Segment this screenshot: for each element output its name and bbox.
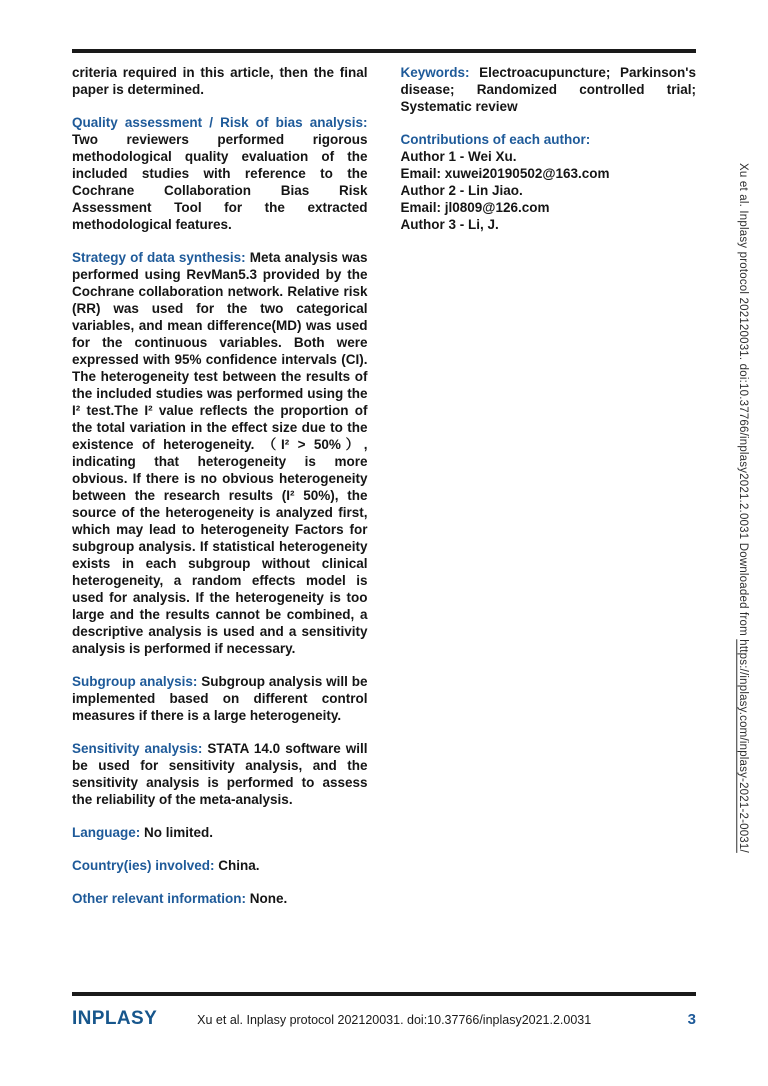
section-language xyxy=(72,824,368,841)
section-body: STATA 14.0 software will be used for sensitivity analysis, and the sensitivity analysis is performed to assess the reliability of the meta-analysis. xyxy=(72,741,368,807)
section-label: Subgroup analysis: xyxy=(72,674,198,689)
section-body: Electroacupuncture; Parkinson's disease; Randomized controlled trial; Systematic review xyxy=(400,65,696,114)
footer-citation: Xu et al. Inplasy protocol 202120031. doi:10.37766/inplasy2021.2.0031 xyxy=(197,1013,592,1027)
section-keywords xyxy=(401,64,697,115)
author-line: Author 1 - Wei Xu. xyxy=(400,149,517,164)
page-content xyxy=(72,64,696,923)
section-body: Two reviewers performed rigorous methodological quality evaluation of the included studies with reference to the Cochrane Collaboration Bias Risk Assessment Tool for the extracted methodological features. xyxy=(72,132,368,232)
page-number: 3 xyxy=(687,1011,696,1028)
section-subgroup-analysis xyxy=(72,673,368,724)
paragraph-intro-continuation xyxy=(72,64,368,98)
section-label: Other relevant information: xyxy=(72,891,247,906)
section-other-relevant-information xyxy=(72,890,368,907)
section-strategy-of-data-synthesis xyxy=(72,249,368,657)
author-email-line: Email: xuwei20190502@163.com xyxy=(400,166,610,181)
section-countries-involved xyxy=(72,857,368,874)
author-email-line: Email: jl0809@126.com xyxy=(400,200,550,215)
section-sensitivity-analysis xyxy=(72,740,368,808)
paragraph-text: criteria required in this article, then the final paper is determined. xyxy=(72,65,368,97)
section-label: Sensitivity analysis: xyxy=(72,741,203,756)
section-contributions xyxy=(401,131,697,233)
section-body: China. xyxy=(218,858,260,873)
top-rule xyxy=(72,49,696,53)
sidebar-download-link[interactable]: https://inplasy.com/inplasy-2021-2-0031/ xyxy=(737,639,749,853)
section-label: Country(ies) involved: xyxy=(72,858,215,873)
footer-rule xyxy=(72,992,696,996)
section-label: Quality assessment / Risk of bias analysis: xyxy=(72,115,368,130)
section-label: Strategy of data synthesis: xyxy=(72,250,246,265)
section-quality-assessment xyxy=(72,114,368,233)
section-body: Meta analysis was performed using RevMan5.3 provided by the Cochrane collaboration network. Relative risk (RR) was used for the two categorical variables, and mean difference(MD) was used for the continuous variables. Both were expressed with 95% confidence intervals (CI). The heterogeneity test between the results of the included studies was performed using the I² test.The I² value reflects the proportion of the total variation in the effect size due to the existence of heterogeneity. （I² > 50%）, indicating that heterogeneity is more obvious. If there is no obvious heterogeneity between the research results (I² 50%), the source of the heterogeneity is analyzed first, which may lead to heterogeneity Factors for subgroup analysis. If statistical heterogeneity exists in each subgroup without clinical heterogeneity, a random effects model is used for analysis. If the heterogeneity is too large and the results cannot be combined, a descriptive analysis is used and a sensitivity analysis is performed if necessary. xyxy=(72,250,368,656)
right-column xyxy=(401,64,697,923)
author-line: Author 2 - Lin Jiao. xyxy=(400,183,523,198)
sidebar-citation-vertical xyxy=(736,163,750,1043)
author-line: Author 3 - Li, J. xyxy=(400,217,499,232)
section-label: Keywords: xyxy=(400,65,470,80)
left-column xyxy=(72,64,368,923)
section-label: Language: xyxy=(72,825,141,840)
section-body: No limited. xyxy=(144,825,214,840)
sidebar-citation-text: Xu et al. Inplasy protocol 202120031. doi:10.37766/inplasy2021.2.0031 Downloaded from xyxy=(737,163,749,640)
section-body: None. xyxy=(249,891,288,906)
footer xyxy=(72,1008,696,1030)
section-body: Subgroup analysis will be implemented based on different control measures if there is a large heterogeneity. xyxy=(72,674,368,723)
section-label: Contributions of each author: xyxy=(400,132,591,147)
inplasy-logo: INPLASY xyxy=(72,1008,158,1029)
